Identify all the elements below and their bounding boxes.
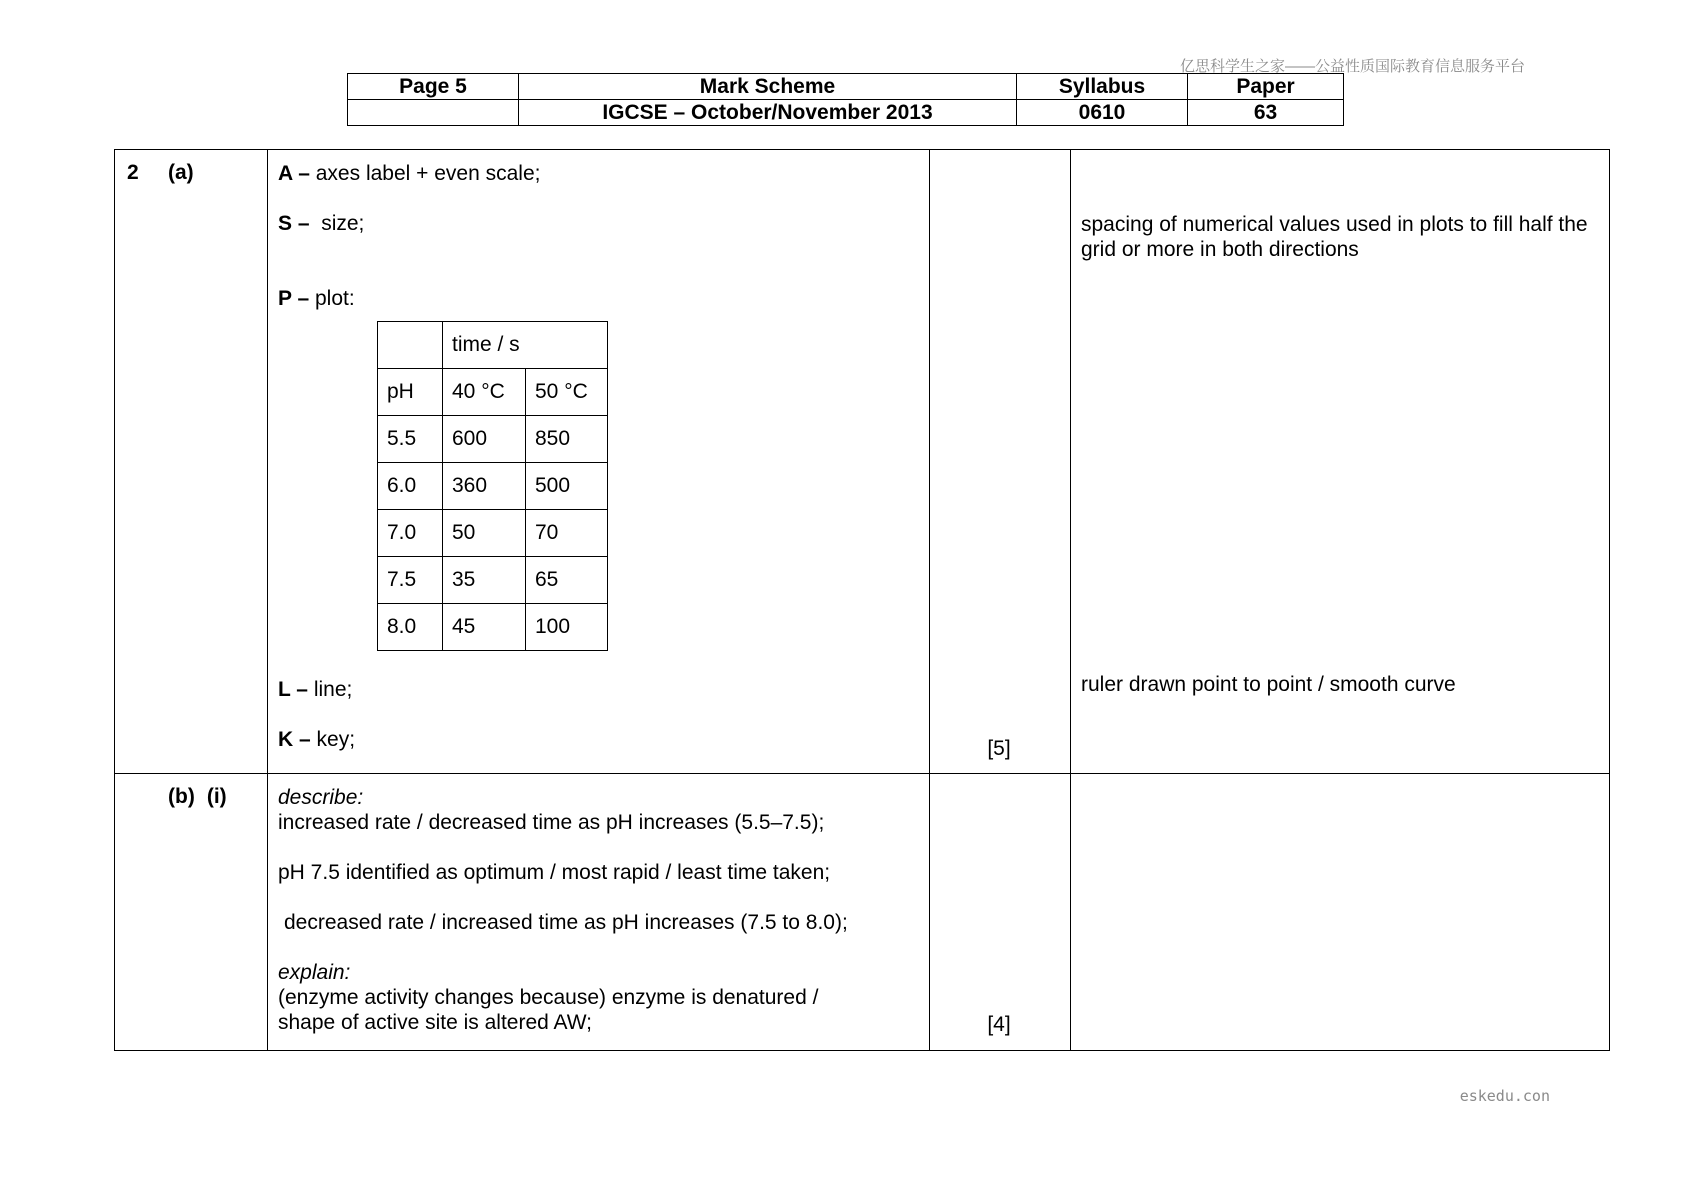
criterion-S-text: size; (321, 212, 365, 235)
plot-50c-value: 100 (526, 604, 608, 651)
question-subpart-i: (i) (206, 785, 227, 808)
answer-cell-2a (268, 150, 930, 774)
plot-corner-cell (378, 322, 443, 369)
plot-40c-value: 35 (443, 557, 526, 604)
header-page: Page 5 (348, 74, 519, 100)
question-2bi-row (115, 774, 1610, 1051)
marks-cell-2a (930, 150, 1071, 774)
header-exam-session: IGCSE – October/November 2013 (519, 100, 1017, 126)
criterion-S (278, 211, 919, 236)
header-title: Mark Scheme (519, 74, 1017, 100)
criterion-L-text: line; (313, 678, 353, 701)
plot-40c-value: 50 (443, 510, 526, 557)
question-part-b: (b) (168, 785, 195, 808)
criterion-P-label: P – (278, 287, 310, 310)
describe-point-3: decreased rate / increased time as pH increases (7.5 to 8.0); (284, 911, 848, 934)
marks-2a: [5] (987, 737, 1011, 760)
explain-label: explain: (278, 961, 351, 984)
criterion-L-label: L – (278, 678, 308, 701)
header-row-2 (348, 100, 1344, 126)
criterion-P-text: plot: (315, 287, 355, 310)
header-paper-number: 63 (1188, 100, 1344, 126)
guidance-cell-2a (1071, 150, 1610, 774)
criterion-A-label: A – (278, 162, 310, 185)
plot-ph-header: pH (378, 369, 443, 416)
plot-ph-value: 7.5 (378, 557, 443, 604)
describe-point-2: pH 7.5 identified as optimum / most rapid / least time taken; (278, 861, 831, 884)
criterion-K-text: key; (316, 728, 356, 751)
plot-ph-value: 8.0 (378, 604, 443, 651)
header-syllabus-label: Syllabus (1017, 74, 1188, 100)
explain-line-1: (enzyme activity changes because) enzyme is denatured / (278, 986, 819, 1009)
plot-time-header: time / s (443, 322, 608, 369)
plot-row (378, 510, 608, 557)
describe-point-1: increased rate / decreased time as pH increases (5.5–7.5); (278, 811, 825, 834)
guidance-line: ruler drawn point to point / smooth curve (1081, 673, 1456, 696)
plot-ph-value: 7.0 (378, 510, 443, 557)
criterion-P (278, 286, 919, 311)
watermark-text: 亿思科学生之家——公益性质国际教育信息服务平台 (1180, 58, 1526, 75)
plot-40c-value: 360 (443, 463, 526, 510)
plot-40c-value: 600 (443, 416, 526, 463)
header-empty-cell (348, 100, 519, 126)
plot-row (378, 557, 608, 604)
mark-scheme-table (114, 149, 1610, 1051)
criterion-L (278, 677, 919, 702)
plot-header-row (378, 322, 608, 369)
guidance-cell-2bi (1071, 774, 1610, 1051)
header-syllabus-code: 0610 (1017, 100, 1188, 126)
plot-40c-header: 40 °C (443, 369, 526, 416)
plot-row (378, 604, 608, 651)
plot-50c-value: 850 (526, 416, 608, 463)
question-2a-row (115, 150, 1610, 774)
footer-watermark: eskedu.con (1459, 1087, 1550, 1105)
plot-50c-value: 70 (526, 510, 608, 557)
criterion-S-label: S – (278, 212, 310, 235)
header-paper-label: Paper (1188, 74, 1344, 100)
question-number: 2 (127, 161, 139, 184)
criterion-K (278, 727, 919, 752)
plot-data-table (377, 321, 608, 651)
explain-line-2: shape of active site is altered AW; (278, 1011, 592, 1034)
describe-label: describe: (278, 786, 364, 809)
header-table (347, 73, 1344, 126)
criterion-K-label: K – (278, 728, 311, 751)
plot-50c-value: 500 (526, 463, 608, 510)
plot-40c-value: 45 (443, 604, 526, 651)
criterion-A (278, 161, 919, 186)
criterion-A-text: axes label + even scale; (315, 162, 541, 185)
plot-50c-value: 65 (526, 557, 608, 604)
plot-ph-value: 5.5 (378, 416, 443, 463)
marks-2bi: [4] (987, 1013, 1011, 1036)
plot-ph-value: 6.0 (378, 463, 443, 510)
plot-row (378, 416, 608, 463)
question-part-a: (a) (168, 161, 194, 184)
question-number-cell (115, 774, 268, 1051)
plot-50c-header: 50 °C (526, 369, 608, 416)
plot-column-header-row (378, 369, 608, 416)
question-number-cell (115, 150, 268, 774)
guidance-spacing: spacing of numerical values used in plots to fill half the grid or more in both directions (1081, 213, 1588, 261)
answer-cell-2bi (268, 774, 930, 1051)
marks-cell-2bi (930, 774, 1071, 1051)
plot-row (378, 463, 608, 510)
header-row-1 (348, 74, 1344, 100)
